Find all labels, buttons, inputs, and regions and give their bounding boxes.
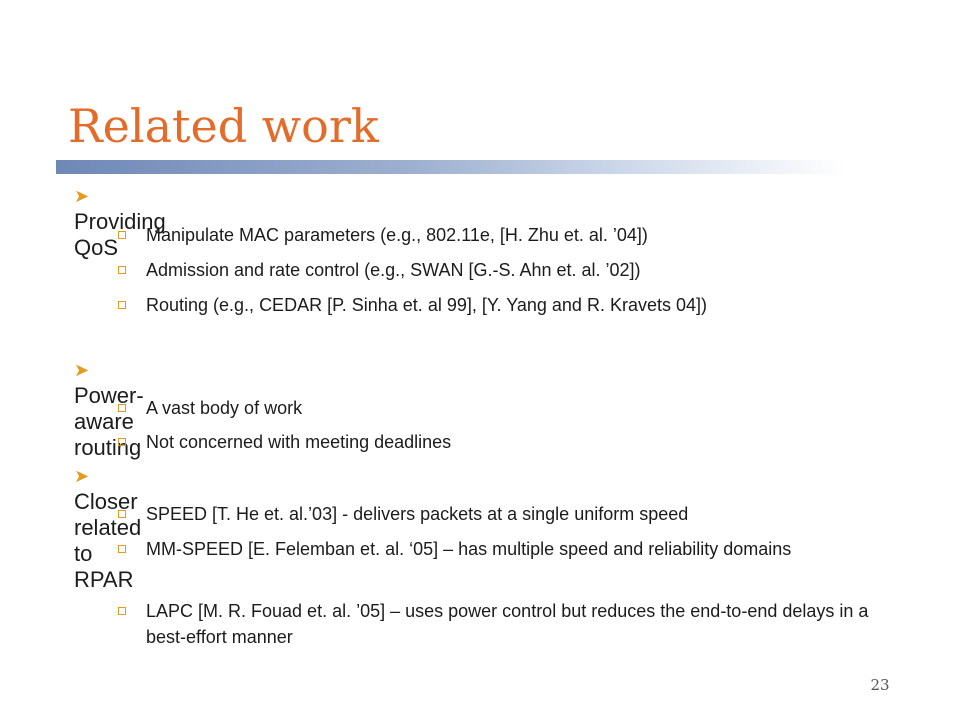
page-number: 23 — [870, 676, 890, 694]
square-bullet-icon — [118, 301, 126, 309]
square-bullet-icon — [118, 266, 126, 274]
square-bullet-icon — [118, 510, 126, 518]
square-bullet-icon — [118, 545, 126, 553]
arrow-bullet-icon: ➤ — [74, 186, 90, 206]
sub-bullet: Manipulate MAC parameters (e.g., 802.11e, [H. Zhu et. al. ’04]) — [118, 222, 878, 248]
slide-title: Related work — [68, 99, 379, 153]
title-underline-bar — [56, 160, 846, 174]
bullet-providing-qos: ➤Providing QoS — [74, 182, 166, 261]
sub-bullet: Not concerned with meeting deadlines — [118, 429, 878, 455]
square-bullet-icon — [118, 231, 126, 239]
arrow-bullet-icon: ➤ — [74, 466, 90, 486]
arrow-bullet-icon: ➤ — [74, 360, 90, 380]
bullet-power-aware-routing: ➤Power-aware routing — [74, 356, 144, 461]
sub-bullet: MM-SPEED [E. Felemban et. al. ‘05] – has multiple speed and reliability domains — [118, 536, 878, 562]
sub-bullet: Routing (e.g., CEDAR [P. Sinha et. al 99], [Y. Yang and R. Kravets 04]) — [118, 292, 878, 318]
sub-bullet: LAPC [M. R. Fouad et. al. ’05] – uses power control but reduces the end-to-end delays in a best-effort manner — [118, 598, 878, 650]
sub-bullet: SPEED [T. He et. al.’03] - delivers packets at a single uniform speed — [118, 501, 878, 527]
bullet-closer-related: ➤Closer related to RPAR — [74, 462, 141, 593]
square-bullet-icon — [118, 438, 126, 446]
sub-bullet: Admission and rate control (e.g., SWAN [G.-S. Ahn et. al. ’02]) — [118, 257, 878, 283]
square-bullet-icon — [118, 404, 126, 412]
square-bullet-icon — [118, 607, 126, 615]
sub-bullet: A vast body of work — [118, 395, 878, 421]
